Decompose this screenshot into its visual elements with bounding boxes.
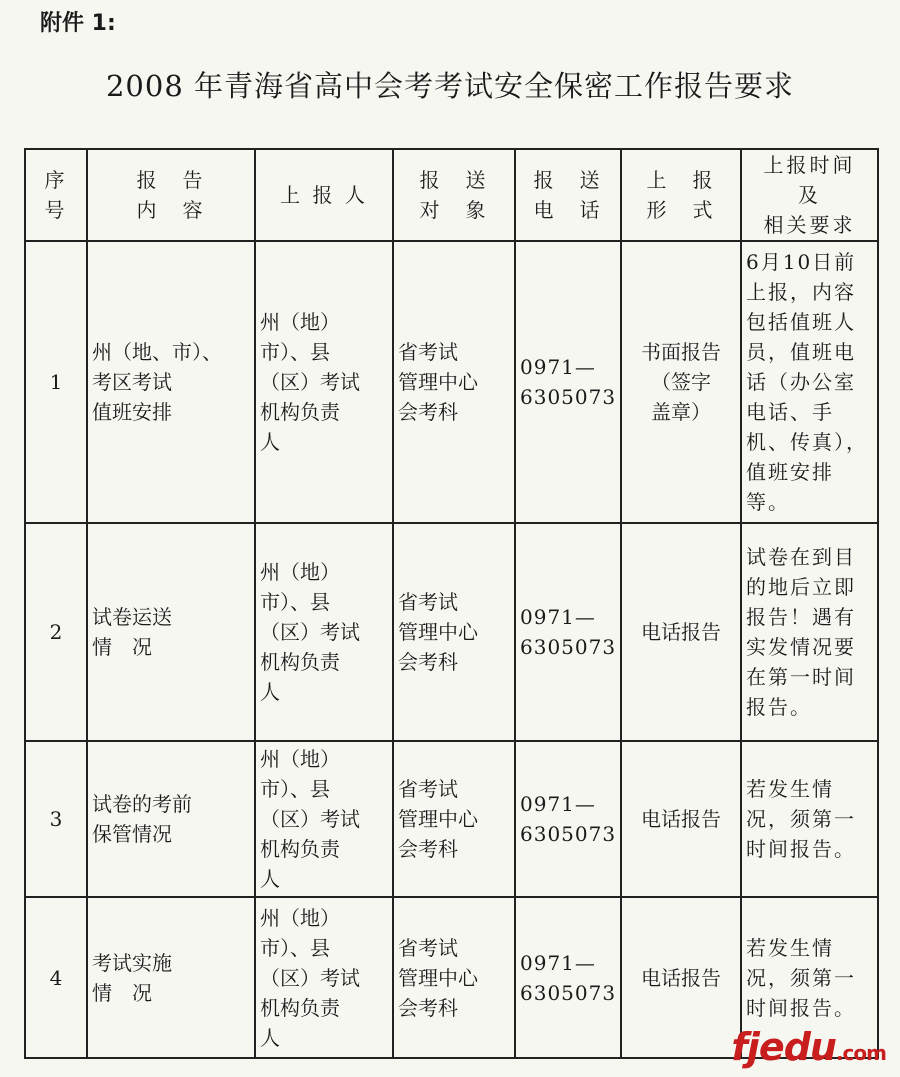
row-phone: 0971— 6305073 (515, 241, 621, 523)
row-content: 试卷的考前 保管情况 (87, 741, 255, 897)
row-requirement: 若发生情况，须第一时间报告。 (741, 897, 878, 1058)
row-phone: 0971— 6305073 (515, 523, 621, 741)
row-form: 书面报告 （签字 盖章） (621, 241, 741, 523)
header-phone: 报 送 电 话 (515, 149, 621, 241)
header-requirement: 上报时间 及 相关要求 (741, 149, 878, 241)
table-header-row (25, 149, 878, 241)
row-content: 试卷运送 情 况 (87, 523, 255, 741)
report-requirements-table (24, 148, 879, 1059)
header-seq: 序 号 (25, 149, 87, 241)
row-reporter: 州（地） 市）、县 （区）考试 机构负责 人 (255, 741, 393, 897)
header-recipient: 报 送 对 象 (393, 149, 515, 241)
row-reporter: 州（地） 市）、县 （区）考试 机构负责 人 (255, 523, 393, 741)
row-content: 考试实施 情 况 (87, 897, 255, 1058)
header-content: 报 告 内 容 (87, 149, 255, 241)
table-row (25, 523, 878, 741)
row-reporter: 州（地） 市）、县 （区）考试 机构负责 人 (255, 241, 393, 523)
row-phone: 0971— 6305073 (515, 741, 621, 897)
attachment-label: 附件 1: (40, 11, 116, 36)
row-requirement: 若发生情况，须第一时间报告。 (741, 741, 878, 897)
row-seq: 1 (25, 241, 87, 523)
row-recipient: 省考试 管理中心 会考科 (393, 897, 515, 1058)
watermark-main: fjedu (731, 1025, 836, 1069)
site-watermark (731, 1025, 886, 1069)
row-requirement: 试卷在到目的地后立即报告！遇有实发情况要在第一时间报告。 (741, 523, 878, 741)
row-form: 电话报告 (621, 523, 741, 741)
row-reporter: 州（地） 市）、县 （区）考试 机构负责 人 (255, 897, 393, 1058)
row-recipient: 省考试 管理中心 会考科 (393, 741, 515, 897)
table-row (25, 241, 878, 523)
row-seq: 3 (25, 741, 87, 897)
row-seq: 4 (25, 897, 87, 1058)
row-form: 电话报告 (621, 741, 741, 897)
row-phone: 0971— 6305073 (515, 897, 621, 1058)
table-row (25, 741, 878, 897)
row-recipient: 省考试 管理中心 会考科 (393, 523, 515, 741)
document-title: 2008 年青海省高中会考考试安全保密工作报告要求 (105, 69, 795, 103)
row-content: 州（地、市）、 考区考试 值班安排 (87, 241, 255, 523)
watermark-suffix: .com (835, 1041, 886, 1065)
header-form: 上 报 形 式 (621, 149, 741, 241)
row-seq: 2 (25, 523, 87, 741)
row-requirement: 6月10日前上报，内容包括值班人员，值班电话（办公室电话、手机、传真），值班安排等。 (741, 241, 878, 523)
header-reporter: 上 报 人 (255, 149, 393, 241)
row-form: 电话报告 (621, 897, 741, 1058)
row-recipient: 省考试 管理中心 会考科 (393, 241, 515, 523)
